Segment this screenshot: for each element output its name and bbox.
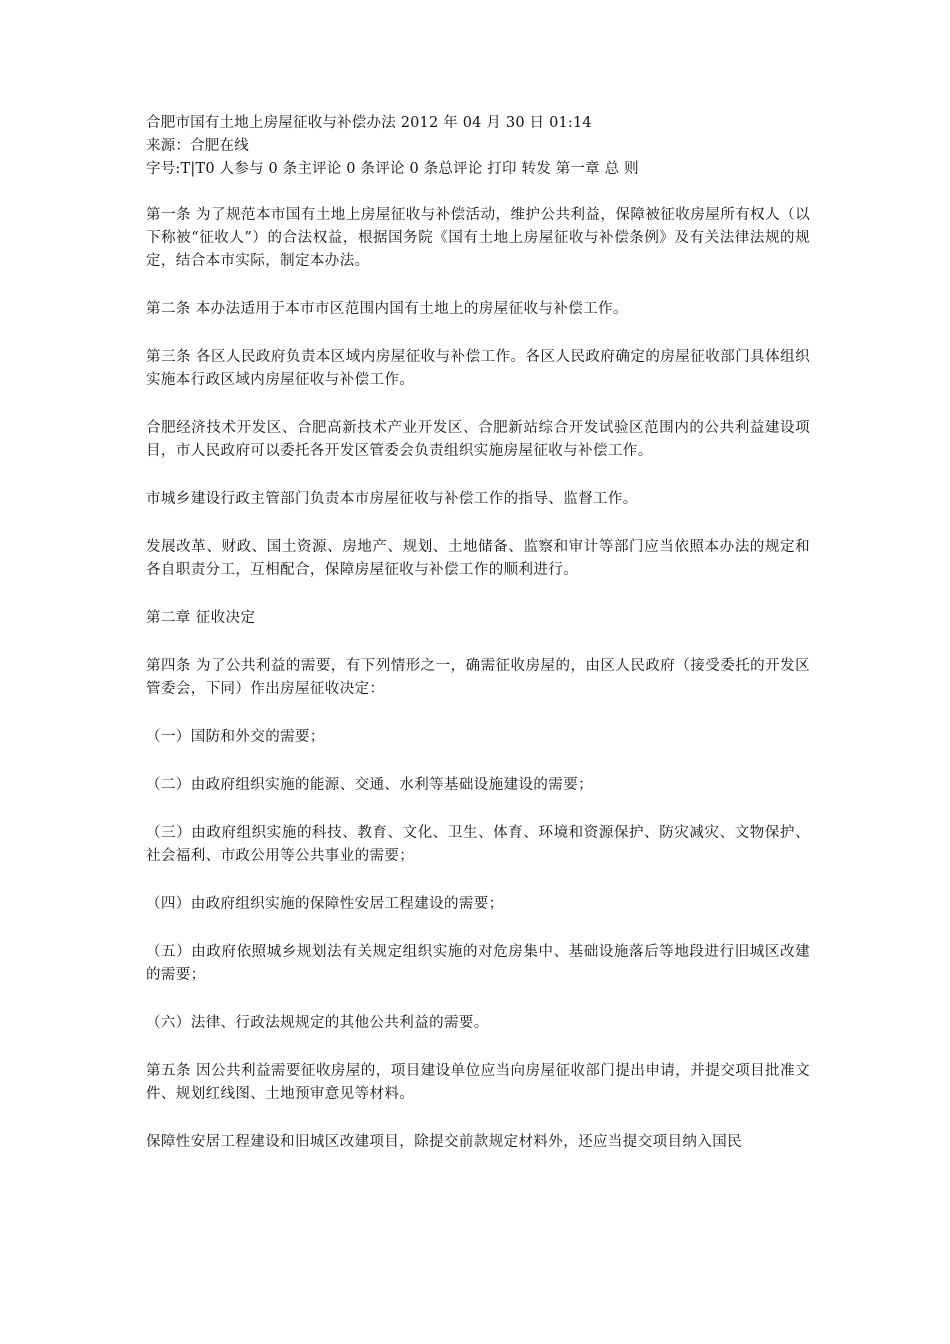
article-4: 第四条 为了公共利益的需要，有下列情形之一，确需征收房屋的，由区人民政府（接受委托的开发区管委会，下同）作出房屋征收决定： [146, 658, 810, 697]
document-page [146, 112, 810, 1179]
article-4-item-4: （四）由政府组织实施的保障性安居工程建设的需要； [146, 896, 504, 912]
article-3-paragraph-2: 合肥经济技术开发区、合肥高新技术产业开发区、合肥新站综合开发试验区范围内的公共利益建设项目，市人民政府可以委托各开发区管委会负责组织实施房屋征收与补偿工作。 [146, 420, 810, 459]
article-5-paragraph-2: 保障性安居工程建设和旧城区改建项目，除提交前款规定材料外，还应当提交项目纳入国民 [146, 1134, 742, 1150]
article-2: 第二条 本办法适用于本市市区范围内国有土地上的房屋征收与补偿工作。 [146, 301, 628, 317]
document-title-line: 合肥市国有土地上房屋征收与补偿办法 2012 年 04 月 30 日 01:14 [146, 115, 592, 131]
source-line: 来源：合肥在线 [146, 138, 249, 154]
chapter-2-heading: 第二章 征收决定 [146, 610, 256, 626]
article-4-item-3: （三）由政府组织实施的科技、教育、文化、卫生、体育、环境和资源保护、防灾减灾、文物保护、社会福利、市政公用等公共事业的需要； [146, 825, 810, 864]
article-4-item-2: （二）由政府组织实施的能源、交通、水利等基础设施建设的需要； [146, 777, 593, 793]
article-4-item-6: （六）法律、行政法规规定的其他公共利益的需要。 [146, 1015, 489, 1031]
article-5: 第五条 因公共利益需要征收房屋的，项目建设单位应当向房屋征收部门提出申请，并提交项目批准文件、规划红线图、土地预审意见等材料。 [146, 1063, 810, 1102]
article-4-item-5: （五）由政府依照城乡规划法有关规定组织实施的对危房集中、基础设施落后等地段进行旧城区改建的需要； [146, 944, 810, 983]
article-3: 第三条 各区人民政府负责本区域内房屋征收与补偿工作。各区人民政府确定的房屋征收部门具体组织实施本行政区域内房屋征收与补偿工作。 [146, 349, 810, 388]
meta-line: 字号:T|T0 人参与 0 条主评论 0 条评论 0 条总评论 打印 转发 第一章 总 则 [146, 161, 639, 177]
article-1: 第一条 为了规范本市国有土地上房屋征收与补偿活动，维护公共利益，保障被征收房屋所有权人（以下称被“征收人”）的合法权益，根据国务院《国有土地上房屋征收与补偿条例》及有关法律法规的规定，结合本市实际，制定本办法。 [146, 207, 810, 269]
article-3-paragraph-4: 发展改革、财政、国土资源、房地产、规划、土地储备、监察和审计等部门应当依照本办法的规定和各自职责分工，互相配合，保障房屋征收与补偿工作的顺利进行。 [146, 539, 810, 578]
article-4-item-1: （一）国防和外交的需要； [146, 729, 325, 745]
article-3-paragraph-3: 市城乡建设行政主管部门负责本市房屋征收与补偿工作的指导、监督工作。 [146, 491, 638, 507]
